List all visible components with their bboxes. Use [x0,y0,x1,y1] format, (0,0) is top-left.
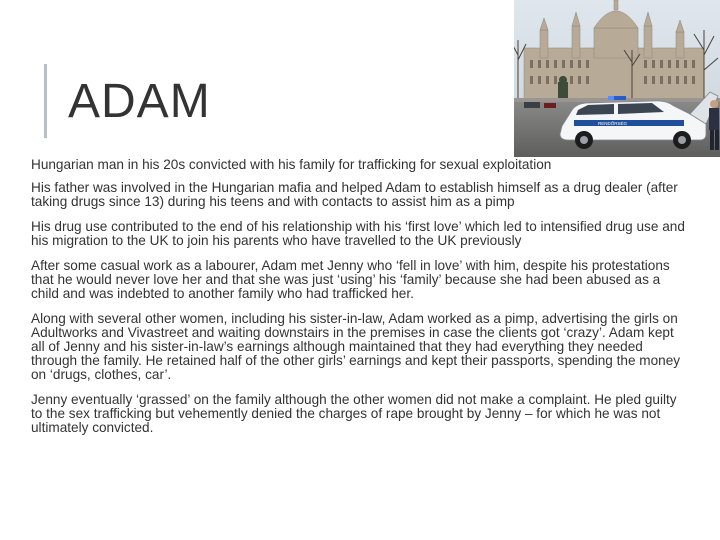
paragraph-summary: Hungarian man in his 20s convicted with his family for trafficking for sexual exploitation [31,157,552,172]
slide-title: ADAM [68,75,211,128]
paragraph-father: His father was involved in the Hungarian mafia and helped Adam to establish himself as a drug dealer (after taking drugs since 13) during his teens and with contacts to assist him as a pimp [31,180,678,209]
photo-illustration [514,0,720,157]
paragraph-jenny: After some casual work as a labourer, Adam met Jenny who ‘fell in love’ with him, despite his protestations that he would never love her and that she was just ‘using’ his ‘family’ because she had been abused as a child and was indebted to another family who had trafficked her. [31,258,670,301]
title-accent-bar [44,64,47,138]
paragraph-outcome: Jenny eventually ‘grassed’ on the family although the other women did not make a complaint. He pled guilty to the sex trafficking but vehemently denied the charges of rape brought by Jenny – for which he was not ultimately convicted. [31,392,677,435]
parliament-police-photo [514,0,720,157]
police-car-lettering: RENDŐRSÉG [598,121,628,126]
paragraph-pimping: Along with several other women, including his sister-in-law, Adam worked as a pimp, advertising the girls on Adultworks and Vivastreet and waiting downstairs in the premises in case the clients got ‘crazy’. Adam kept all of Jenny and his sister-in-law’s earnings although maintained that they had everything they needed through the family. He retained half of the other girls’ earnings and kept their passports, spending the money on ‘drugs, clothes, car’. [31,311,681,382]
slide-body [31,158,691,446]
paragraph-drug-use: His drug use contributed to the end of his relationship with his ‘first love’ which led to intensified drug use and his migration to the UK to join his parents who have travelled to the UK previously [31,219,685,248]
